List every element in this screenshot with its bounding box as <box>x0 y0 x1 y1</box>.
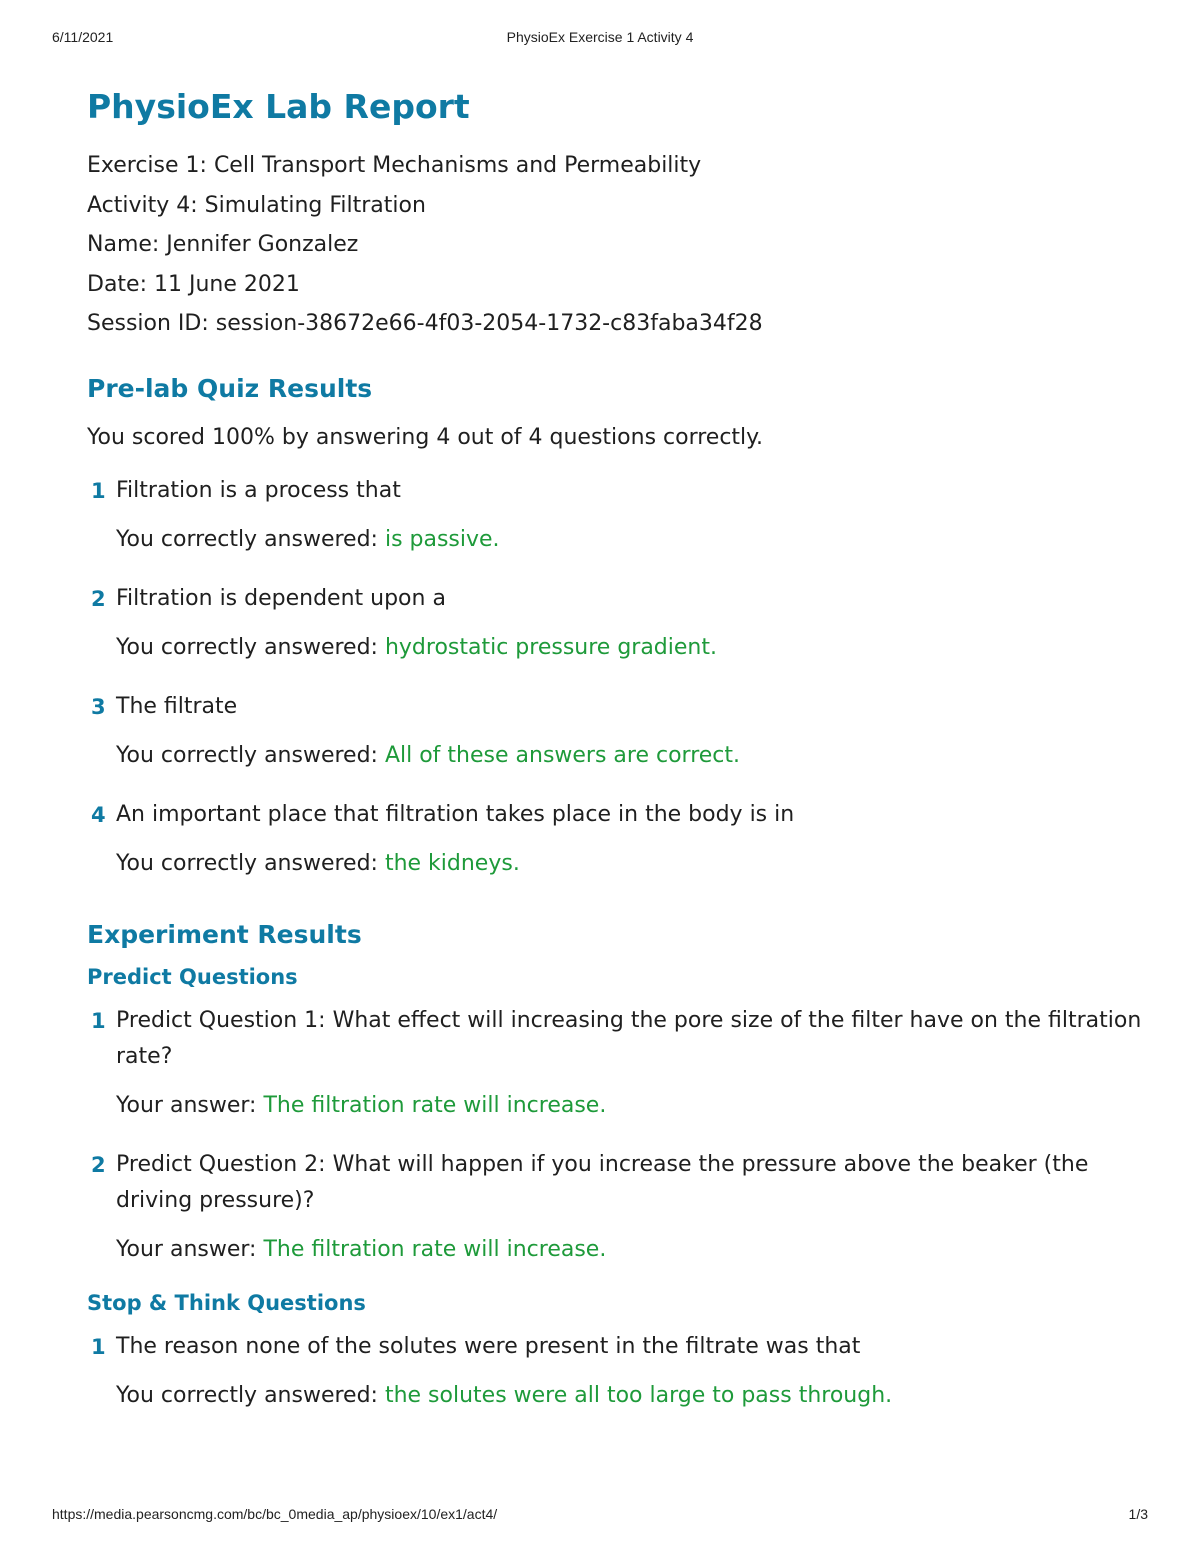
report-content <box>87 84 1147 1411</box>
question-text: The reason none of the solutes were present in the filtrate was that <box>116 1333 861 1359</box>
answer-prefix: You correctly answered: <box>116 742 385 768</box>
report-meta <box>87 146 1147 344</box>
question-number: 1 <box>91 1334 106 1359</box>
answer-value: the solutes were all too large to pass through. <box>384 1382 893 1408</box>
answer-value: The filtration rate will increase. <box>263 1092 607 1118</box>
report-title: PhysioEx Lab Report <box>87 87 470 126</box>
question-answer <box>116 1235 1147 1265</box>
question-text: Predict Question 2: What will happen if you increase the pressure above the beaker (the driving pressure)? <box>116 1151 1089 1213</box>
answer-value: hydrostatic pressure gradient. <box>384 634 717 660</box>
answer-value: is passive. <box>384 526 500 552</box>
question-text: An important place that filtration takes place in the body is in <box>116 801 795 827</box>
answer-value: All of these answers are correct. <box>384 742 741 768</box>
answer-value: the kidneys. <box>384 850 520 876</box>
experiment-heading: Experiment Results <box>87 919 362 949</box>
question-answer <box>116 1091 1147 1121</box>
source-url: https://media.pearsoncmg.com/bc/bc_0media_ap/physioex/10/ex1/act4/ <box>52 1506 498 1522</box>
predict-heading: Predict Questions <box>87 964 298 989</box>
answer-value: The filtration rate will increase. <box>263 1236 607 1262</box>
question-text: The filtrate <box>116 693 238 719</box>
prelab-question <box>87 581 1147 663</box>
answer-prefix: You correctly answered: <box>116 850 385 876</box>
stopthink-question <box>87 1329 1147 1411</box>
print-header <box>52 29 1148 49</box>
prelab-question <box>87 689 1147 771</box>
prelab-heading: Pre-lab Quiz Results <box>87 373 373 403</box>
print-footer <box>52 1506 1148 1526</box>
question-text: Predict Question 1: What effect will increasing the pore size of the filter have on the filtration rate? <box>116 1007 1142 1069</box>
print-title: PhysioEx Exercise 1 Activity 4 <box>506 29 694 45</box>
page-number: 1/3 <box>1128 1506 1148 1522</box>
question-answer <box>116 525 1147 555</box>
question-number: 1 <box>91 1008 106 1033</box>
stopthink-heading: Stop & Think Questions <box>87 1290 366 1315</box>
print-date: 6/11/2021 <box>52 29 114 45</box>
answer-prefix: Your answer: <box>116 1236 264 1262</box>
question-answer <box>116 1381 1147 1411</box>
meta-exercise: Exercise 1: Cell Transport Mechanisms and Permeability <box>87 153 702 178</box>
answer-prefix: You correctly answered: <box>116 526 385 552</box>
meta-activity: Activity 4: Simulating Filtration <box>87 192 426 218</box>
predict-question <box>87 1003 1147 1121</box>
prelab-question <box>87 473 1147 555</box>
answer-prefix: Your answer: <box>116 1092 264 1118</box>
meta-date: Date: 11 June 2021 <box>87 271 300 297</box>
question-answer <box>116 849 1147 879</box>
question-number: 2 <box>91 586 106 611</box>
prelab-question <box>87 797 1147 879</box>
question-number: 4 <box>91 802 106 827</box>
meta-session: Session ID: session-38672e66-4f03-2054-1732-c83faba34f28 <box>87 311 763 337</box>
question-number: 2 <box>91 1152 106 1177</box>
question-number: 1 <box>91 478 106 503</box>
question-text: Filtration is dependent upon a <box>116 585 446 611</box>
prelab-score: You scored 100% by answering 4 out of 4 questions correctly. <box>87 424 764 450</box>
predict-question <box>87 1147 1147 1265</box>
question-number: 3 <box>91 694 106 719</box>
question-text: Filtration is a process that <box>116 477 401 503</box>
answer-prefix: You correctly answered: <box>116 634 385 660</box>
question-answer <box>116 633 1147 663</box>
question-answer <box>116 741 1147 771</box>
answer-prefix: You correctly answered: <box>116 1382 385 1408</box>
meta-name: Name: Jennifer Gonzalez <box>87 232 359 258</box>
